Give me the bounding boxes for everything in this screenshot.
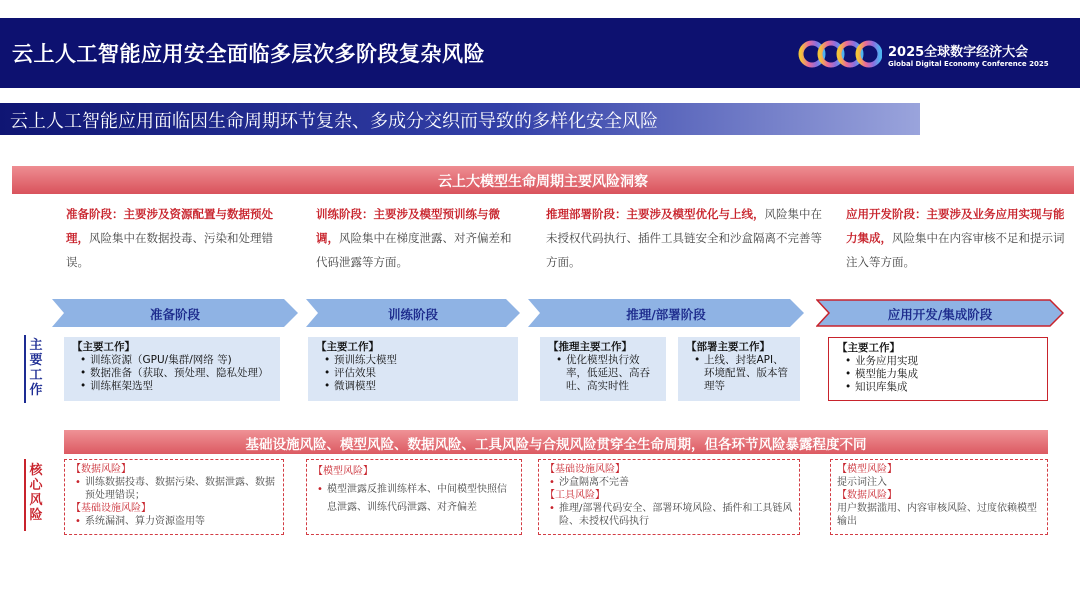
stage-arrow-prep — [52, 299, 298, 327]
risk-item: • 系统漏洞、算力资源盗用等 — [75, 515, 277, 528]
subtitle-text: 云上人工智能应用面临因生命周期环节复杂、多成分交织而导致的多样化安全风险 — [10, 111, 658, 132]
work-item: • 训练框架选型 — [80, 380, 272, 393]
stage-arrow-train — [306, 299, 520, 327]
work-item: • 模型能力集成 — [845, 368, 1039, 381]
stage-arrow-label: 训练阶段 — [387, 307, 438, 322]
conference-name-cn: 2025全球数字经济大会 — [888, 45, 1029, 60]
risk-title: 【数据风险】 — [837, 490, 897, 501]
work-box-title: 【部署主要工作】 — [686, 341, 770, 353]
insight-title-bar — [12, 166, 1074, 194]
work-item: • 预训练大模型 — [324, 354, 510, 367]
work-item: • 上线、封装API、环境配置、版本管理等 — [694, 354, 792, 393]
work-item: • 训练资源（GPU/集群/网络 等) — [80, 354, 272, 367]
risk-title: 【模型风险】 — [313, 466, 373, 477]
work-box-title: 【主要工作】 — [72, 341, 135, 353]
work-box-appdev — [828, 337, 1048, 401]
stage-arrow-deploy — [528, 299, 804, 327]
work-box-train — [308, 337, 518, 401]
risk-title: 【模型风险】 — [837, 464, 897, 475]
stage-arrow-label: 应用开发/集成阶段 — [887, 307, 993, 322]
core-risk-divider — [24, 459, 26, 531]
risk-title: 【基础设施风险】 — [545, 464, 625, 475]
work-box-title: 【主要工作】 — [316, 341, 379, 353]
subtitle-bar — [0, 103, 920, 135]
stage-text: 风险集中在梯度泄露、对齐偏差和代码泄露等方面。 — [316, 231, 512, 269]
stage-lead: 训练阶段：主要涉及模型预训练与微调， — [316, 207, 500, 245]
risk-item: 用户数据滥用、内容审核风险、过度依赖模型输出 — [837, 503, 1037, 527]
work-item: • 数据准备（获取、预处理、隐私处理） — [80, 367, 272, 380]
work-item: • 评估效果 — [324, 367, 510, 380]
risk-box-train — [306, 459, 522, 535]
risk-banner — [64, 430, 1048, 454]
main-work-label: 主 要 工 作 — [29, 338, 43, 398]
risk-item: 提示词注入 — [837, 477, 887, 488]
main-work-divider — [24, 335, 26, 403]
risk-title: 【基础设施风险】 — [71, 503, 151, 514]
risk-box-prep — [64, 459, 284, 535]
risk-title: 【工具风险】 — [545, 490, 605, 501]
conference-name-en: Global Digital Economy Conference 2025 — [888, 60, 1049, 68]
stage-lead: 推理部署阶段：主要涉及模型优化与上线， — [546, 207, 765, 221]
stage-arrow-label: 准备阶段 — [149, 307, 200, 322]
work-item: • 知识库集成 — [845, 381, 1039, 394]
edec-logo — [798, 40, 882, 68]
stage-arrow-label: 推理/部署阶段 — [626, 307, 706, 322]
stage-lead: 准备阶段：主要涉及资源配置与数据预处理， — [66, 207, 273, 245]
risk-item: • 推理/部署代码安全、部署环境风险、插件和工具链风险、未授权代码执行 — [549, 502, 793, 528]
stage-text: 风险集中在内容审核不足和提示词注入等方面。 — [846, 231, 1065, 269]
work-box-title: 【主要工作】 — [837, 342, 900, 354]
risk-box-appdev — [830, 459, 1048, 535]
stage-text: 风险集中在未授权代码执行、插件工具链安全和沙盒隔离不完善等方面。 — [546, 207, 822, 269]
core-risk-label: 核 心 风 险 — [29, 463, 43, 523]
header-bar — [0, 18, 1080, 88]
risk-box-deploy — [538, 459, 800, 535]
risk-item: • 模型泄露反推训练样本、中间模型快照信息泄露、训练代码泄露、对齐偏差 — [317, 481, 515, 517]
insight-title: 云上大模型生命周期主要风险洞察 — [438, 174, 648, 190]
stage-description-deploy — [546, 202, 822, 274]
stage-text: 风险集中在数据投毒、污染和处理错误。 — [66, 231, 273, 269]
work-box-inference — [540, 337, 666, 401]
risk-item: • 训练数据投毒、数据污染、数据泄露、数据预处理错误； — [75, 476, 277, 502]
risk-title: 【数据风险】 — [71, 464, 131, 475]
page-title: 云上人工智能应用安全面临多层次多阶段复杂风险 — [12, 42, 485, 66]
stage-arrow-appdev — [816, 299, 1064, 327]
stage-description-appdev — [846, 202, 1068, 274]
risk-banner-text: 基础设施风险、模型风险、数据风险、工具风险与合规风险贯穿全生命周期，但各环节风险暴露程度不同 — [245, 437, 867, 453]
work-box-deployment — [678, 337, 800, 401]
stage-lead: 应用开发阶段：主要涉及业务应用实现与能力集成， — [846, 207, 1065, 245]
work-box-prep — [64, 337, 280, 401]
risk-item: • 沙盒隔离不完善 — [549, 476, 793, 489]
work-item: • 微调模型 — [324, 380, 510, 393]
work-box-title: 【推理主要工作】 — [548, 341, 632, 353]
stage-description-prep — [66, 202, 284, 274]
work-item: • 优化模型执行效率，低延迟、高吞吐、高实时性 — [556, 354, 658, 393]
work-item: • 业务应用实现 — [845, 355, 1039, 368]
stage-description-train — [316, 202, 520, 274]
